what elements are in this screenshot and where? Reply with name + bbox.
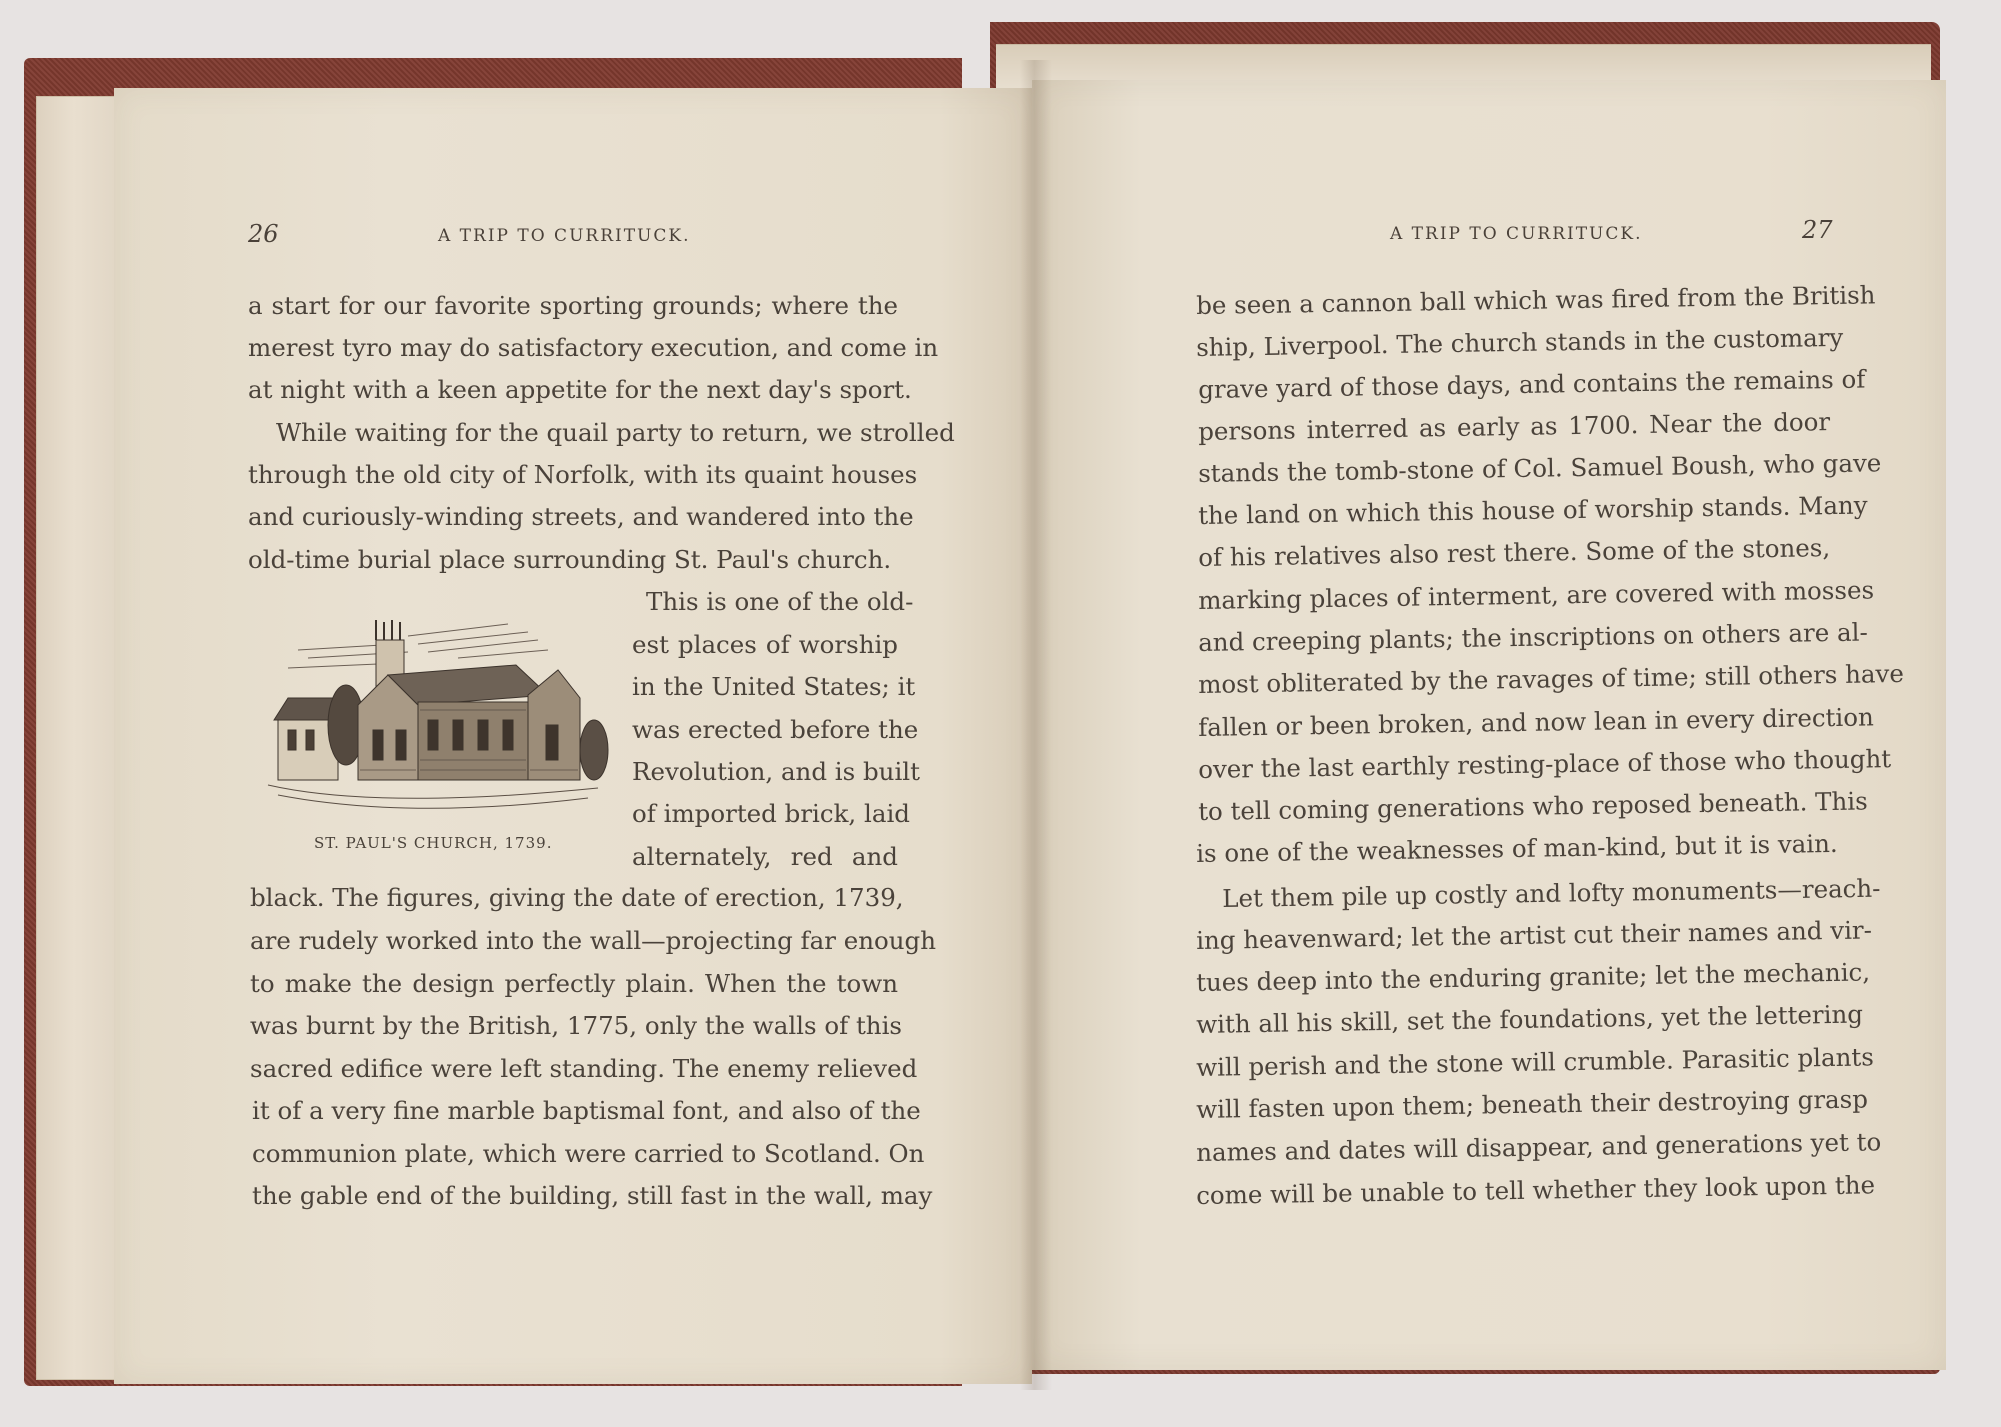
right-line-14: is one of the weaknesses of man-kind, but it is vain. xyxy=(1195,828,1838,868)
left-line-7: old-time burial place surrounding St. Paul's church. xyxy=(248,545,892,574)
left-line-21: communion plate, which were carried to Scotland. On xyxy=(252,1139,925,1168)
right-line-11: fallen or been broken, and now lean in every direction xyxy=(1197,702,1874,742)
left-line-13: of imported brick, laid xyxy=(632,799,910,828)
right-line-17: tues deep into the enduring granite; let the mechanic, xyxy=(1195,957,1871,997)
right-page-number: 27 xyxy=(1802,216,1833,244)
right-line-15: Let them pile up costly and lofty monuments—reach- xyxy=(1221,873,1881,913)
left-line-22: the gable end of the building, still fast in the wall, may xyxy=(252,1181,933,1210)
left-line-12: Revolution, and is built xyxy=(632,757,920,786)
right-line-5: stands the tomb-stone of Col. Samuel Boush, who gave xyxy=(1197,448,1882,488)
left-line-19: sacred edifice were left standing. The enemy relieved xyxy=(250,1054,918,1083)
left-line-2: merest tyro may do satisfactory execution, and come in xyxy=(248,333,939,362)
left-line-20: it of a very fine marble baptismal font, and also of the xyxy=(252,1096,921,1125)
left-line-8: This is one of the old- xyxy=(646,587,914,616)
left-line-6: and curiously-winding streets, and wandered into the xyxy=(248,502,914,531)
left-line-14: alternately, red and xyxy=(632,842,898,871)
left-page-number: 26 xyxy=(248,220,279,248)
illustration-caption: ST. PAUL'S CHURCH, 1739. xyxy=(314,834,553,852)
left-line-1: a start for our favorite sporting grounds; where the xyxy=(248,291,898,320)
book-gutter xyxy=(1020,60,1052,1390)
right-line-1: be seen a cannon ball which was fired from the British xyxy=(1195,280,1876,320)
right-running-head: A TRIP TO CURRITUCK. xyxy=(1390,224,1643,244)
left-line-15: black. The figures, giving the date of erection, 1739, xyxy=(250,883,904,912)
right-line-8: marking places of interment, are covered with mosses xyxy=(1197,575,1875,615)
right-line-2: ship, Liverpool. The church stands in the customary xyxy=(1195,322,1844,362)
right-line-21: names and dates will disappear, and generations yet to xyxy=(1195,1127,1882,1167)
right-line-12: over the last earthly resting-place of those who thought xyxy=(1197,744,1892,784)
left-line-5: through the old city of Norfolk, with its quaint houses xyxy=(248,460,918,489)
left-running-head: A TRIP TO CURRITUCK. xyxy=(438,226,691,246)
right-line-19: will perish and the stone will crumble. Parasitic plants xyxy=(1195,1042,1875,1082)
left-line-9: est places of worship xyxy=(632,630,898,659)
right-line-9: and creeping plants; the inscriptions on others are al- xyxy=(1197,617,1868,657)
left-line-18: was burnt by the British, 1775, only the walls of this xyxy=(250,1011,902,1040)
left-line-3: at night with a keen appetite for the next day's sport. xyxy=(248,375,912,404)
left-line-11: was erected before the xyxy=(632,715,919,744)
church-illustration xyxy=(258,610,612,822)
right-line-3: grave yard of those days, and contains the remains of xyxy=(1197,364,1866,404)
left-line-4: While waiting for the quail party to return, we strolled xyxy=(276,418,955,447)
right-line-4: persons interred as early as 1700. Near the door xyxy=(1197,407,1831,446)
right-line-18: with all his skill, set the foundations, yet the lettering xyxy=(1195,999,1864,1039)
right-line-7: of his relatives also rest there. Some of the stones, xyxy=(1197,533,1831,572)
left-line-16: are rudely worked into the wall—projecting far enough xyxy=(250,926,936,955)
right-line-6: the land on which this house of worship stands. Many xyxy=(1197,490,1868,530)
right-line-10: most obliterated by the ravages of time; still others have xyxy=(1197,658,1905,699)
right-line-22: come will be unable to tell whether they look upon the xyxy=(1195,1170,1876,1210)
right-line-13: to tell coming generations who reposed beneath. This xyxy=(1197,786,1868,826)
right-line-16: ing heavenward; let the artist cut their names and vir- xyxy=(1195,915,1873,955)
left-line-17: to make the design perfectly plain. When the town xyxy=(250,969,898,998)
right-line-20: will fasten upon them; beneath their destroying grasp xyxy=(1195,1084,1869,1124)
left-line-10: in the United States; it xyxy=(632,672,916,701)
